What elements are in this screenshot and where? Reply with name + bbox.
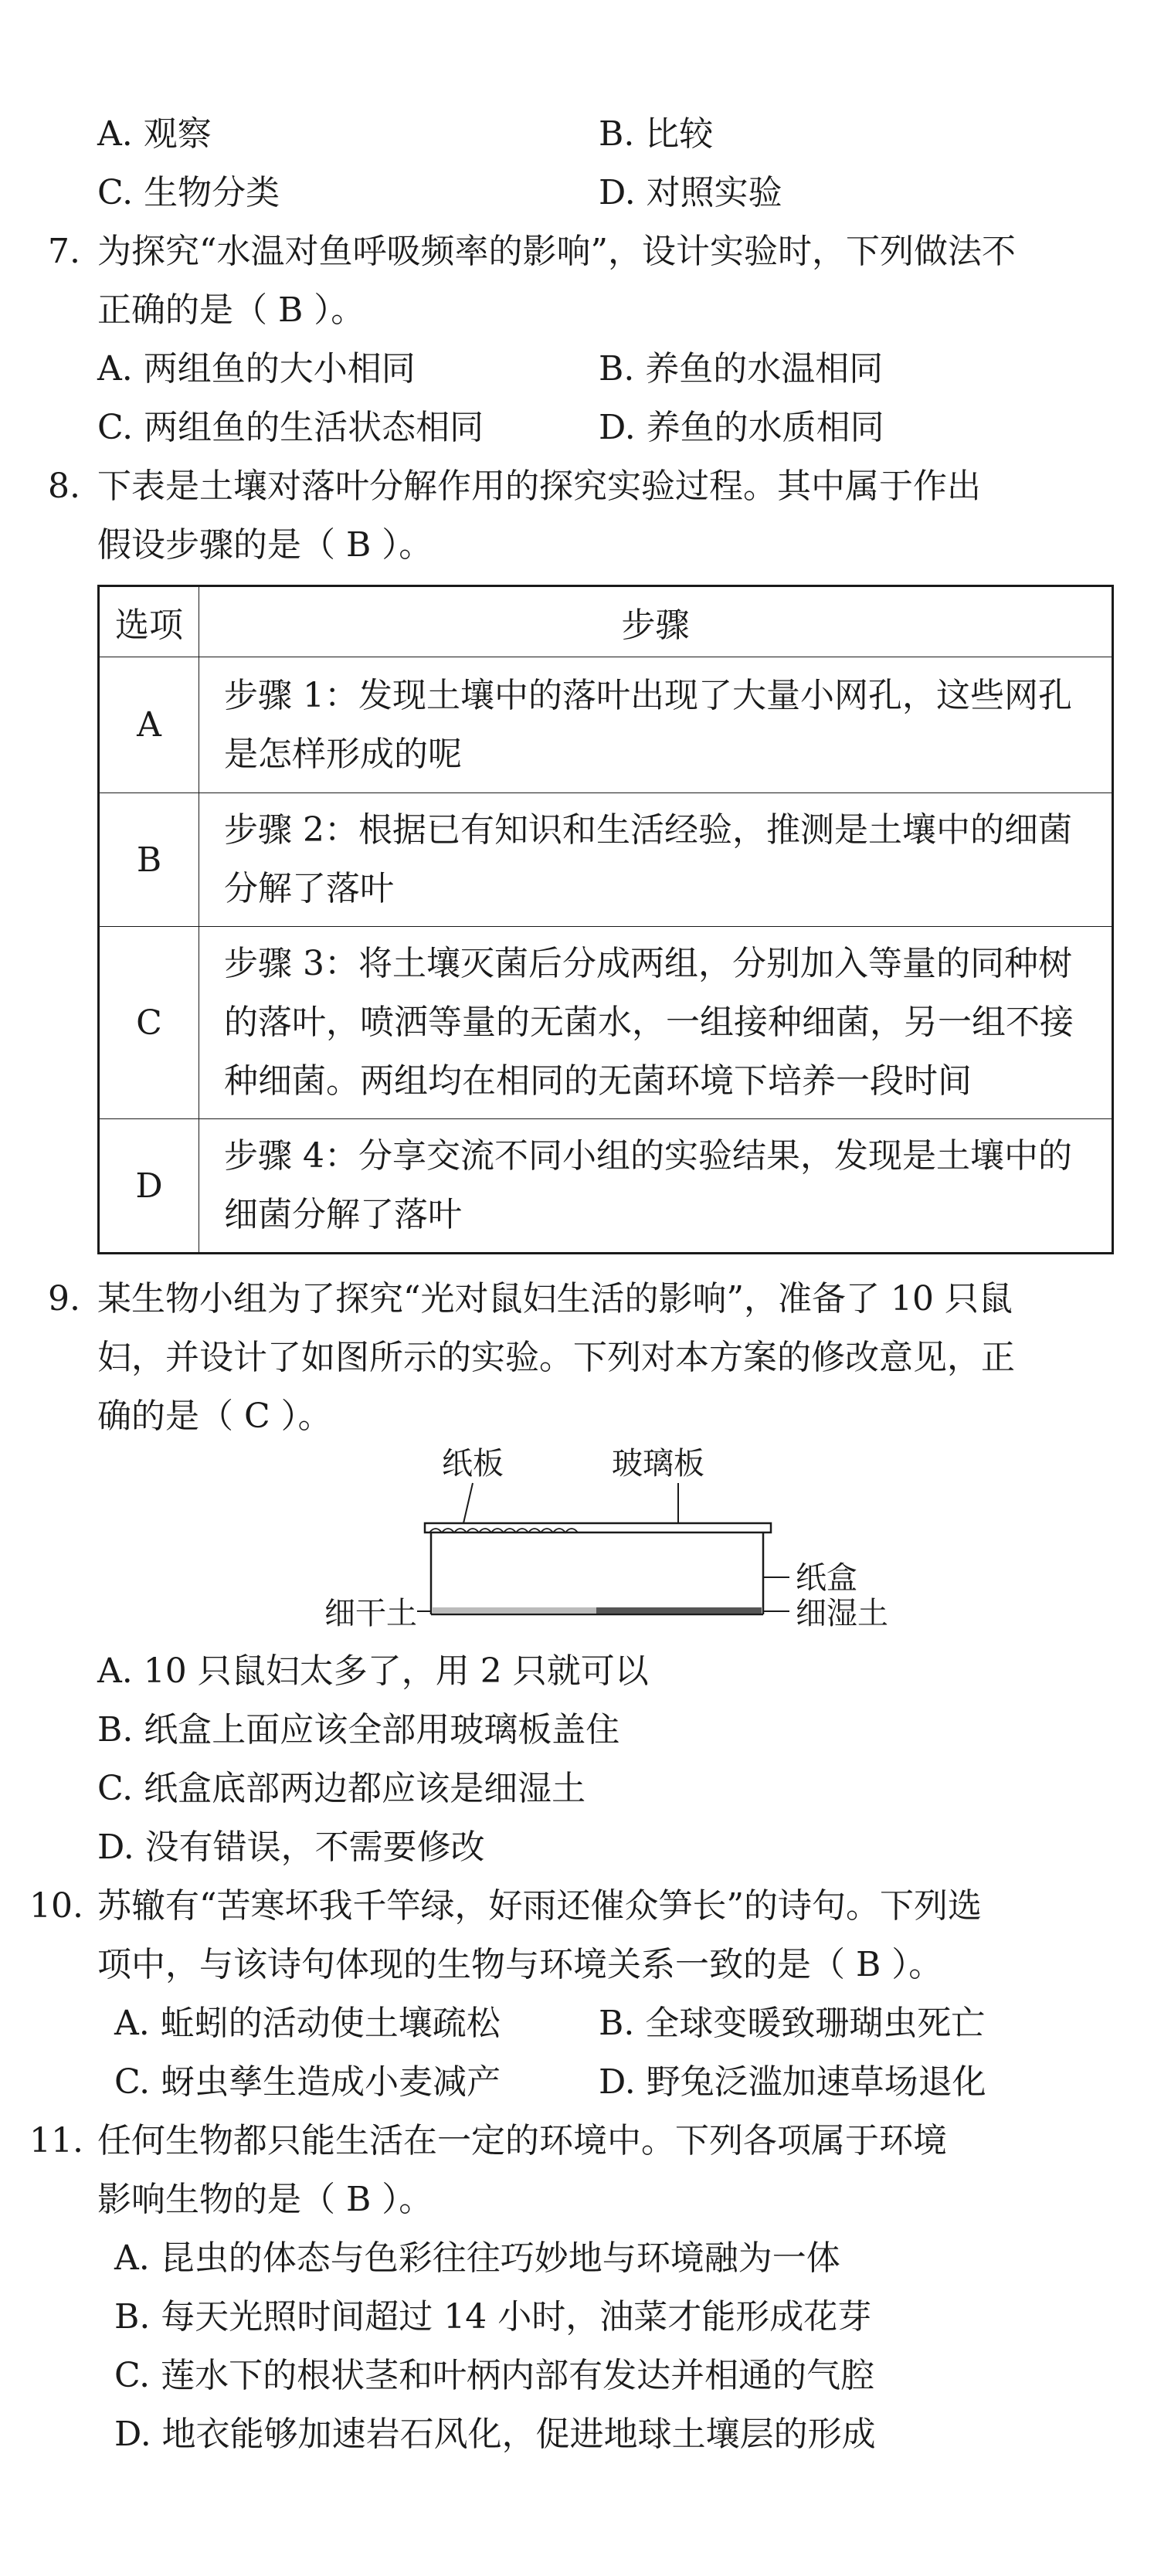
q10-stem-line1: 苏辙有“苦寒坏我千竿绿，好雨还催众笋长”的诗句。下列选 — [97, 1886, 982, 1926]
q7-option-d: D. 养鱼的水质相同 — [599, 408, 884, 447]
table-row — [99, 793, 1113, 927]
q9-option-c: C. 纸盒底部两边都应该是细湿土 — [97, 1769, 586, 1808]
q7-option-c: C. 两组鱼的生活状态相同 — [97, 408, 484, 447]
table-cell-option: C — [99, 927, 199, 1119]
label-glass-plate: 玻璃板 — [612, 1446, 704, 1481]
q9-stem-line3: 确的是（ C ）。 — [97, 1397, 332, 1436]
table-row — [99, 927, 1113, 1119]
table-cell-step: 步骤 4：分享交流不同小组的实验结果，发现是土壤中的细菌分解了落叶 — [199, 1119, 1113, 1254]
q10-option-c: C. 蚜虫孳生造成小麦减产 — [114, 2062, 501, 2102]
table-header-step: 步骤 — [199, 586, 1113, 657]
q11-stem-line2: 影响生物的是（ B ）。 — [97, 2180, 433, 2219]
label-wet-soil: 细湿土 — [796, 1596, 888, 1631]
q10-option-d: D. 野兔泛滥加速草场退化 — [599, 2062, 986, 2102]
table-cell-option: B — [99, 793, 199, 927]
q10-option-a: A. 蚯蚓的活动使土壤疏松 — [114, 2004, 501, 2043]
table-cell-step: 步骤 3：将土壤灭菌后分成两组，分别加入等量的同种树的落叶，喷洒等量的无菌水，一组接种细菌，另一组不接种细菌。两组均在相同的无菌环境下培养一段时间 — [199, 927, 1113, 1119]
table-cell-step: 步骤 2：根据已有知识和生活经验，推测是土壤中的细菌分解了落叶 — [199, 793, 1113, 927]
q6-option-b: B. 比较 — [599, 114, 714, 154]
q9-option-d: D. 没有错误，不需要修改 — [97, 1828, 485, 1867]
q11-option-c: C. 莲水下的根状茎和叶柄内部有发达并相通的气腔 — [114, 2356, 875, 2395]
q7-option-a: A. 两组鱼的大小相同 — [97, 349, 416, 389]
table-row — [99, 657, 1113, 793]
table-header-row — [99, 586, 1113, 657]
table-cell-option: D — [99, 1119, 199, 1254]
table-header-option: 选项 — [99, 586, 199, 657]
q9-stem-line2: 妇，并设计了如图所示的实验。下列对本方案的修改意见，正 — [97, 1338, 1015, 1377]
q6-option-d: D. 对照实验 — [599, 173, 782, 212]
q7-number: 7. — [48, 232, 80, 271]
table-row — [99, 1119, 1113, 1254]
q11-option-a: A. 昆虫的体态与色彩往往巧妙地与环境融为一体 — [114, 2238, 840, 2278]
label-cardboard: 纸板 — [442, 1446, 504, 1481]
q9-stem-line1: 某生物小组为了探究“光对鼠妇生活的影响”，准备了 10 只鼠 — [97, 1279, 1013, 1319]
q11-option-d: D. 地衣能够加速岩石风化，促进地球土壤层的形成 — [114, 2415, 876, 2454]
q6-option-c: C. 生物分类 — [97, 173, 280, 212]
q8-number: 8. — [48, 467, 80, 506]
q9-number: 9. — [48, 1279, 80, 1319]
q11-option-b: B. 每天光照时间超过 14 小时，油菜才能形成花芽 — [114, 2297, 872, 2337]
q9-option-b: B. 纸盒上面应该全部用玻璃板盖住 — [97, 1710, 620, 1750]
q8-stem-line1: 下表是土壤对落叶分解作用的探究实验过程。其中属于作出 — [97, 467, 981, 506]
q7-option-b: B. 养鱼的水温相同 — [599, 349, 884, 389]
q7-stem-line1: 为探究“水温对鱼呼吸频率的影响”，设计实验时，下列做法不 — [97, 232, 1016, 271]
dry-soil-layer — [433, 1607, 596, 1614]
q8-stem-line2: 假设步骤的是（ B ）。 — [97, 525, 433, 565]
q10-stem-line2: 项中，与该诗句体现的生物与环境关系一致的是（ B ）。 — [97, 1945, 943, 1984]
q11-stem-line1: 任何生物都只能生活在一定的环境中。下列各项属于环境 — [97, 2121, 947, 2160]
q10-option-b: B. 全球变暖致珊瑚虫死亡 — [599, 2004, 986, 2043]
table-cell-option: A — [99, 657, 199, 793]
pillbug-experiment-diagram — [309, 1438, 896, 1647]
q11-number: 11. — [29, 2121, 83, 2160]
q7-stem-line2: 正确的是（ B ）。 — [97, 290, 365, 330]
q6-option-a: A. 观察 — [97, 114, 212, 154]
cardboard-leader-line — [463, 1483, 473, 1523]
experiment-steps-table — [97, 585, 1114, 1254]
wet-soil-layer — [596, 1607, 762, 1614]
label-dry-soil: 细干土 — [324, 1596, 417, 1631]
label-paper-box: 纸盒 — [796, 1560, 857, 1596]
q9-option-a: A. 10 只鼠妇太多了，用 2 只就可以 — [97, 1651, 649, 1691]
table-cell-step: 步骤 1：发现土壤中的落叶出现了大量小网孔，这些网孔是怎样形成的呢 — [199, 657, 1113, 793]
q10-number: 10. — [29, 1886, 83, 1926]
